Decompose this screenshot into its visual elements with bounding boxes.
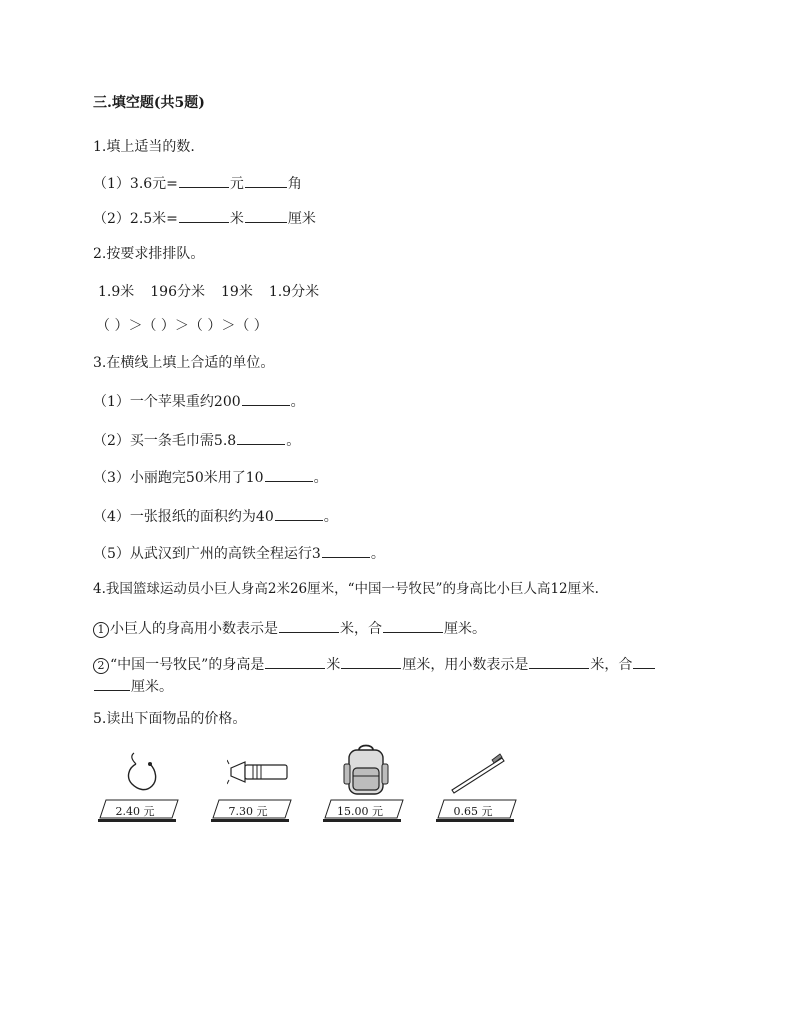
price-tag: [209, 799, 293, 825]
answer-blank[interactable]: [265, 654, 325, 669]
q2-items: 1.9米 196分米 19米 1.9分米: [98, 284, 320, 300]
q2-title: 2.按要求排排队。: [93, 246, 205, 262]
price-label: 2.40 元: [115, 805, 155, 818]
price-item: [321, 744, 411, 830]
q3-part-4: （4）一张报纸的面积约为40 。: [93, 506, 338, 526]
q3-part-2: （2）买一条毛巾需5.8 。: [93, 430, 300, 450]
price-label: 0.65 元: [453, 805, 493, 818]
toothbrush-icon: [446, 744, 516, 796]
q4-sub-2: 2 “中国一号牧民”的身高是 米 厘米，用小数表示是 米，合: [93, 654, 656, 674]
price-item: [96, 744, 186, 830]
q4-title: 4.我国篮球运动员小巨人身高2米26厘米，“中国一号牧民”的身高比小巨人高12厘米.: [93, 581, 599, 597]
circled-number: 2: [93, 658, 109, 674]
q3-title: 3.在横线上填上合适的单位。: [93, 355, 275, 371]
q3-part-1: （1）一个苹果重约200 。: [93, 391, 305, 411]
answer-blank[interactable]: [179, 208, 229, 223]
backpack-icon: [337, 742, 397, 798]
q1-title: 1.填上适当的数.: [93, 139, 195, 155]
q4-sub-1: 1 小巨人的身高用小数表示是 米，合 厘米。: [93, 618, 486, 638]
price-label: 15.00 元: [337, 805, 383, 818]
answer-blank[interactable]: [341, 654, 401, 669]
answer-blank[interactable]: [529, 654, 589, 669]
section-title: 三.填空题(共5题): [93, 95, 205, 111]
price-tag: [96, 799, 180, 825]
answer-blank[interactable]: [383, 618, 443, 633]
price-tag: [321, 799, 405, 825]
answer-blank[interactable]: [245, 208, 287, 223]
price-item: [434, 744, 524, 830]
answer-blank[interactable]: [94, 676, 130, 691]
answer-blank[interactable]: [237, 430, 285, 445]
necklace-icon: [104, 744, 174, 796]
q5-title: 5.读出下面物品的价格。: [93, 711, 247, 727]
answer-blank[interactable]: [265, 467, 313, 482]
q3-part-5: （5）从武汉到广州的高铁全程运行3 。: [93, 543, 385, 563]
answer-blank[interactable]: [245, 173, 287, 188]
answer-blank[interactable]: [242, 391, 290, 406]
answer-blank[interactable]: [179, 173, 229, 188]
flashlight-icon: [227, 744, 307, 796]
q4-sub-2-cont: 厘米。: [93, 676, 173, 696]
answer-blank[interactable]: [322, 543, 370, 558]
q1-part-2: （2）2.5米= 米 厘米: [93, 208, 316, 228]
price-label: 7.30 元: [228, 805, 268, 818]
price-item: [209, 744, 299, 830]
q3-part-3: （3）小丽跑完50米用了10 。: [93, 467, 328, 487]
answer-blank[interactable]: [275, 506, 323, 521]
q1-part-1: （1）3.6元= 元 角: [93, 173, 302, 193]
answer-blank[interactable]: [279, 618, 339, 633]
answer-blank[interactable]: [633, 654, 655, 669]
q2-order-row[interactable]: （ ）＞（ ）＞（ ）＞（ ）: [96, 318, 268, 334]
price-tag: [434, 799, 518, 825]
circled-number: 1: [93, 622, 109, 638]
